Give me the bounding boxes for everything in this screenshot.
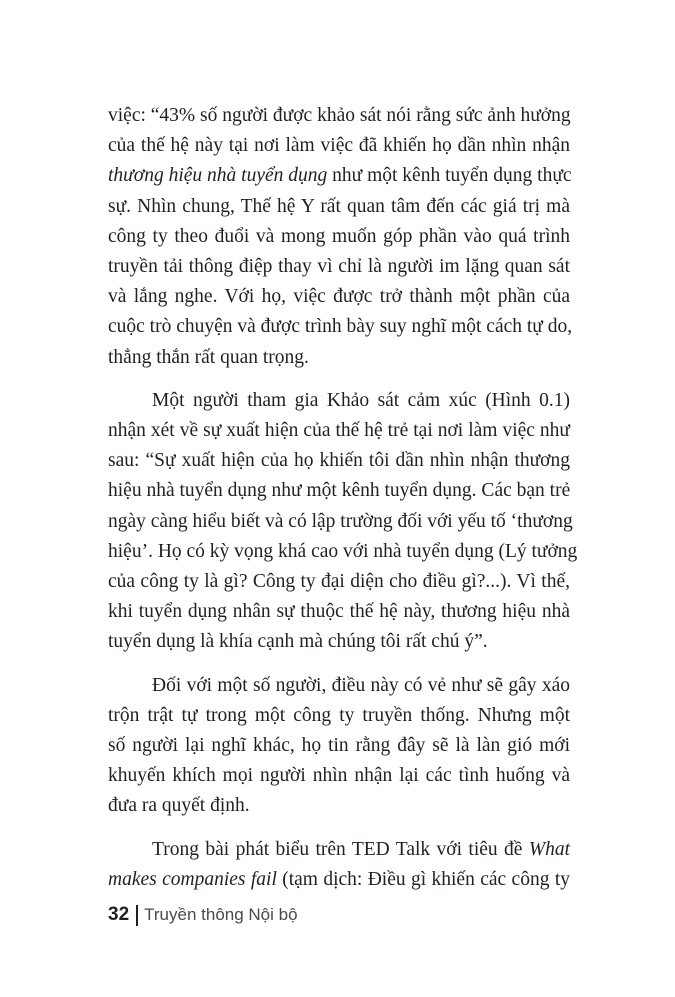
text-run: khi tuyển dụng nhân sự thuộc thế hệ này, thương hiệu nhà [108,601,570,623]
paragraph [108,671,570,822]
text-line [108,101,570,131]
body-text [108,101,578,895]
text-line [108,416,570,446]
running-title: Truyền thông Nội bộ [144,905,298,924]
paragraph-gap [108,658,570,671]
page-number: 32 [108,904,130,925]
text-run: số người lại nghĩ khác, họ tin rằng đây sẽ là làn gió mới [108,735,570,757]
paragraph [108,835,570,895]
text-line [108,161,570,191]
text-line [108,627,570,657]
paragraph-gap [108,373,570,386]
text-line [108,282,570,312]
text-line [108,386,570,416]
text-line [108,507,573,537]
text-run: việc: “43% số người được khảo sát nói rằng sức ảnh hưởng [108,105,571,126]
paragraph [108,101,573,373]
text-run: trộn trật tự trong một công ty truyền thống. Nhưng một [108,704,570,726]
text-run: khuyến khích mọi người nhìn nhận lại các tình huống và [108,765,570,787]
text-line [108,701,570,731]
text-line [108,192,570,222]
text-run: cuộc trò chuyện và được trình bày suy nghĩ một cách tự do, [108,316,573,338]
text-run: Đối với một số người, điều này có vẻ như sẽ gây xáo [152,674,570,696]
text-line [108,476,570,506]
text-run: tuyển dụng là khía cạnh mà chúng tôi rất chú ý”. [108,631,488,653]
text-line [108,865,570,895]
text-line [108,537,578,567]
text-run: sự. Nhìn chung, Thế hệ Y rất quan tâm đến các giá trị mà [108,195,570,217]
text-line [108,731,570,761]
text-run: của thế hệ này tại nơi làm việc đã khiến họ dần nhìn nhận [108,135,570,157]
text-run: đưa ra quyết định. [108,795,250,817]
text-line [108,312,573,342]
footer-divider [136,905,138,926]
text-run: sau: “Sự xuất hiện của họ khiến tôi dần nhìn nhận thương [108,450,570,472]
italic-text-run: makes companies fail [108,868,277,890]
text-run: (tạm dịch: Điều gì khiến các công ty [276,868,570,890]
text-run: Trong bài phát biểu trên TED Talk với tiêu đề [152,838,529,860]
text-line [108,131,570,161]
text-run: hiệu nhà tuyển dụng như một kênh tuyển dụng. Các bạn trẻ [108,480,571,502]
italic-text-run: thương hiệu nhà tuyển dụng [108,165,328,187]
text-line [108,446,570,476]
text-run: hiệu’. Họ có kỳ vọng khá cao với nhà tuyển dụng (Lý tưởng [108,540,578,562]
text-line [108,791,570,821]
text-line [108,761,570,791]
text-line [108,671,570,701]
page-footer [108,902,298,928]
text-line [108,252,570,282]
text-run: ngày càng hiểu biết và có lập trường đối với yếu tố ‘thương [108,510,573,532]
text-run: công ty theo đuổi và mong muốn góp phần vào quá trình [108,225,570,247]
text-run: và lắng nghe. Với họ, việc được trở thành một phần của [108,286,570,308]
text-line [108,222,570,252]
paragraph [108,386,578,658]
text-run: như một kênh tuyển dụng thực [327,165,572,187]
text-run: của công ty là gì? Công ty đại diện cho điều gì?...). Vì thế, [108,571,570,593]
text-line [108,567,570,597]
text-run: Một người tham gia Khảo sát cảm xúc (Hình 0.1) [152,389,570,411]
italic-text-run: What [528,838,570,860]
text-run: thẳng thắn rất quan trọng. [108,346,309,368]
text-line [108,597,570,627]
text-line [108,343,570,373]
text-run: truyền tải thông điệp thay vì chỉ là người im lặng quan sát [108,256,570,278]
text-line [108,835,570,865]
text-run: nhận xét về sự xuất hiện của thế hệ trẻ tại nơi làm việc như [108,420,570,442]
paragraph-gap [108,822,570,835]
